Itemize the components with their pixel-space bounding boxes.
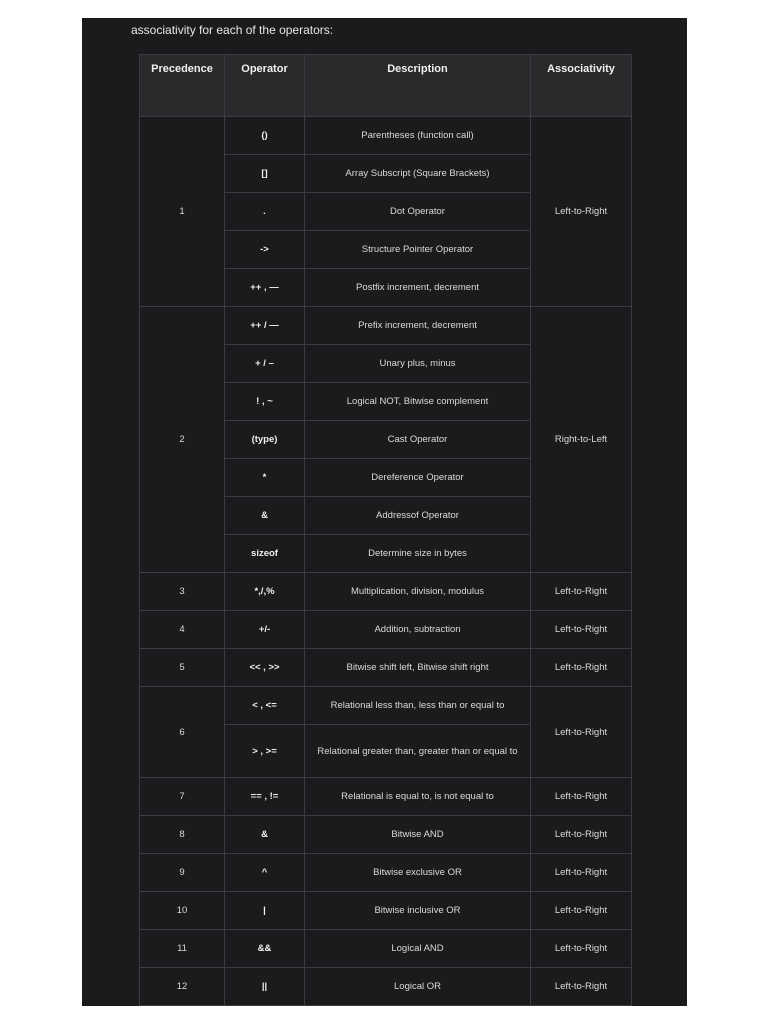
operator-cell: -> (225, 231, 305, 269)
description-cell: Bitwise shift left, Bitwise shift right (305, 649, 531, 687)
operator-cell: *,/,% (225, 573, 305, 611)
description-cell: Determine size in bytes (305, 535, 531, 573)
associativity-cell: Left-to-Right (531, 816, 632, 854)
header-row (140, 55, 632, 117)
description-cell: Cast Operator (305, 421, 531, 459)
associativity-cell: Right-to-Left (531, 307, 632, 573)
header-precedence: Precedence (140, 55, 225, 117)
operator-cell: () (225, 117, 305, 155)
precedence-cell: 3 (140, 573, 225, 611)
table-header (140, 55, 632, 117)
description-cell: Dot Operator (305, 193, 531, 231)
associativity-cell: Left-to-Right (531, 854, 632, 892)
precedence-cell: 6 (140, 687, 225, 778)
description-cell: Unary plus, minus (305, 345, 531, 383)
operator-precedence-table (139, 54, 632, 1006)
precedence-cell: 7 (140, 778, 225, 816)
description-cell: Parentheses (function call) (305, 117, 531, 155)
precedence-cell: 1 (140, 117, 225, 307)
precedence-cell: 9 (140, 854, 225, 892)
description-cell: Addressof Operator (305, 497, 531, 535)
table-row (140, 687, 632, 725)
associativity-cell: Left-to-Right (531, 930, 632, 968)
operator-cell: > , >= (225, 725, 305, 778)
operator-cell: + / – (225, 345, 305, 383)
table-row (140, 930, 632, 968)
header-description: Description (305, 55, 531, 117)
description-cell: Relational greater than, greater than or equal to (305, 725, 531, 778)
operator-cell: ++ / — (225, 307, 305, 345)
operator-cell: & (225, 816, 305, 854)
associativity-cell: Left-to-Right (531, 573, 632, 611)
description-cell: Multiplication, division, modulus (305, 573, 531, 611)
operator-cell: << , >> (225, 649, 305, 687)
precedence-cell: 5 (140, 649, 225, 687)
table-row (140, 854, 632, 892)
operator-cell: +/- (225, 611, 305, 649)
table-body (140, 117, 632, 1006)
description-cell: Relational is equal to, is not equal to (305, 778, 531, 816)
operator-cell: | (225, 892, 305, 930)
table-row (140, 968, 632, 1006)
document-page (82, 18, 687, 1006)
description-cell: Postfix increment, decrement (305, 269, 531, 307)
intro-text: associativity for each of the operators: (131, 23, 334, 37)
description-cell: Array Subscript (Square Brackets) (305, 155, 531, 193)
operator-cell: * (225, 459, 305, 497)
description-cell: Logical AND (305, 930, 531, 968)
operator-cell: == , != (225, 778, 305, 816)
table-row (140, 816, 632, 854)
table-row (140, 892, 632, 930)
table-row (140, 611, 632, 649)
description-cell: Dereference Operator (305, 459, 531, 497)
associativity-cell: Left-to-Right (531, 611, 632, 649)
description-cell: Bitwise inclusive OR (305, 892, 531, 930)
operator-cell: [] (225, 155, 305, 193)
associativity-cell: Left-to-Right (531, 778, 632, 816)
description-cell: Bitwise AND (305, 816, 531, 854)
description-cell: Logical OR (305, 968, 531, 1006)
table-row (140, 117, 632, 155)
associativity-cell: Left-to-Right (531, 649, 632, 687)
operator-cell: (type) (225, 421, 305, 459)
precedence-cell: 8 (140, 816, 225, 854)
associativity-cell: Left-to-Right (531, 892, 632, 930)
operator-cell: & (225, 497, 305, 535)
operator-cell: ! , ~ (225, 383, 305, 421)
description-cell: Prefix increment, decrement (305, 307, 531, 345)
precedence-cell: 10 (140, 892, 225, 930)
associativity-cell: Left-to-Right (531, 117, 632, 307)
description-cell: Relational less than, less than or equal to (305, 687, 531, 725)
header-associativity: Associativity (531, 55, 632, 117)
table-row (140, 649, 632, 687)
precedence-cell: 11 (140, 930, 225, 968)
operator-cell: . (225, 193, 305, 231)
operator-cell: ++ , — (225, 269, 305, 307)
table-row (140, 778, 632, 816)
table-row (140, 307, 632, 345)
description-cell: Addition, subtraction (305, 611, 531, 649)
operator-cell: && (225, 930, 305, 968)
operator-cell: || (225, 968, 305, 1006)
operator-cell: < , <= (225, 687, 305, 725)
description-cell: Bitwise exclusive OR (305, 854, 531, 892)
description-cell: Logical NOT, Bitwise complement (305, 383, 531, 421)
associativity-cell: Left-to-Right (531, 968, 632, 1006)
precedence-cell: 4 (140, 611, 225, 649)
precedence-cell: 12 (140, 968, 225, 1006)
description-cell: Structure Pointer Operator (305, 231, 531, 269)
associativity-cell: Left-to-Right (531, 687, 632, 778)
operator-cell: ^ (225, 854, 305, 892)
precedence-cell: 2 (140, 307, 225, 573)
header-operator: Operator (225, 55, 305, 117)
operator-cell: sizeof (225, 535, 305, 573)
table-row (140, 573, 632, 611)
